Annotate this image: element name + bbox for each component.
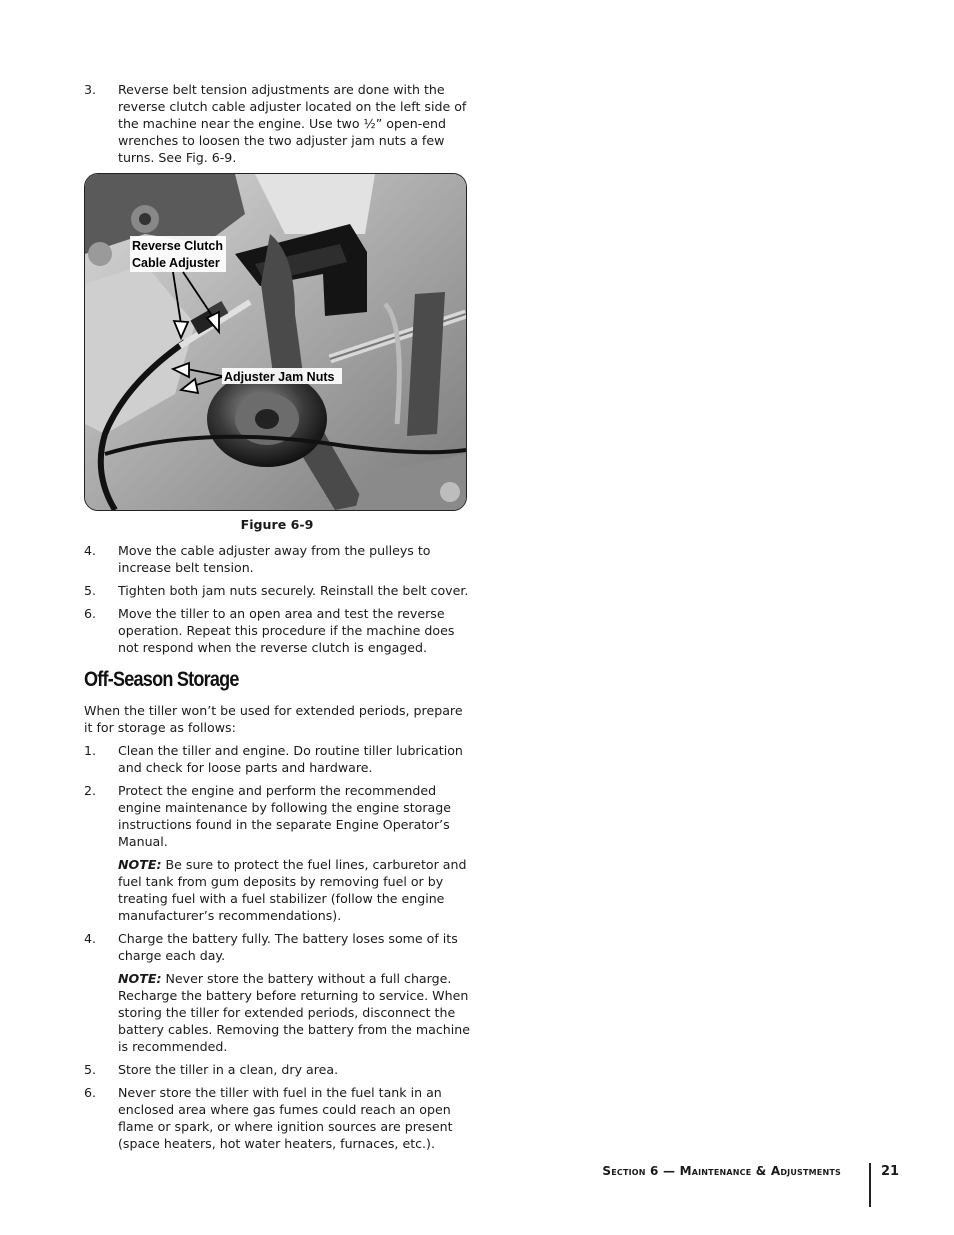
step-number: 4. [84,543,97,558]
footer-section-title: Section 6 — Maintenance & Adjustments [602,1164,841,1178]
note-fuel [84,856,470,924]
step-text: Clean the tiller and engine. Do routine tiller lubrication and check for loose parts and hardware. [118,743,463,775]
list-item [84,782,470,850]
list-item [84,582,470,599]
note-text: Be sure to protect the fuel lines, carburetor and fuel tank from gum deposits by removing fuel or by treating fuel with a fuel stabilizer (follow the engine manufacturer’s recommendations). [118,857,467,923]
step-number: 5. [84,1062,97,1077]
step-number: 6. [84,1085,97,1100]
step-number: 3. [84,82,97,97]
step-text: Move the cable adjuster away from the pulleys to increase belt tension. [118,543,431,575]
note-label: NOTE: [118,857,162,872]
list-item [84,742,470,776]
step-number: 5. [84,583,97,598]
list-item [84,81,470,166]
step-text: Never store the tiller with fuel in the fuel tank in an enclosed area where gas fumes could reach an open flame or spark, or where ignition sources are present (space heaters, hot water heaters, furnaces, etc.). [118,1085,453,1151]
list-item [84,542,470,576]
step-number: 2. [84,783,97,798]
step-3-block [84,81,470,172]
note-label: NOTE: [118,971,162,986]
label-cable-adjuster: Cable Adjuster [132,256,220,270]
step-text: Tighten both jam nuts securely. Reinstall the belt cover. [118,583,469,598]
label-adjuster-jam-nuts: Adjuster Jam Nuts [224,370,335,384]
figure-6-9-photo [84,173,467,511]
step-text: Charge the battery fully. The battery loses some of its charge each day. [118,931,458,963]
section-heading: Off-Season Storage [84,668,239,691]
list-item [84,930,470,964]
step-text: Store the tiller in a clean, dry area. [118,1062,339,1077]
note-battery [84,970,470,1055]
page-number: 21 [881,1164,900,1179]
main-column [84,542,470,1158]
list-item [84,1061,470,1078]
note-text: Never store the battery without a full charge. Recharge the battery before returning to service. When storing the tiller for extended periods, disconnect the battery cables. Removing the battery from the machine is recommended. [118,971,470,1054]
footer-divider [869,1163,871,1207]
step-text: Move the tiller to an open area and test the reverse operation. Repeat this procedure if the machine does not respond when the reverse clutch is engaged. [118,606,455,655]
list-item [84,1084,470,1152]
belt-adjuster-illustration [85,174,466,510]
step-number: 1. [84,743,97,758]
label-reverse-clutch: Reverse Clutch [132,239,224,253]
step-number: 6. [84,606,97,621]
storage-intro: When the tiller won’t be used for extended periods, prepare it for storage as follows: [84,703,463,735]
step-text: Protect the engine and perform the recommended engine maintenance by following the engine storage instructions found in the separate Engine Operator’s Manual. [118,783,452,849]
list-item [84,605,470,656]
step-number: 4. [84,931,97,946]
step-text: Reverse belt tension adjustments are done with the reverse clutch cable adjuster located on the left side of the machine near the engine. Use two ½” open-end wrenches to loosen the two adjuster jam nuts a few turns. See Fig. 6-9. [118,82,467,165]
figure-caption: Figure 6-9 [240,517,314,532]
